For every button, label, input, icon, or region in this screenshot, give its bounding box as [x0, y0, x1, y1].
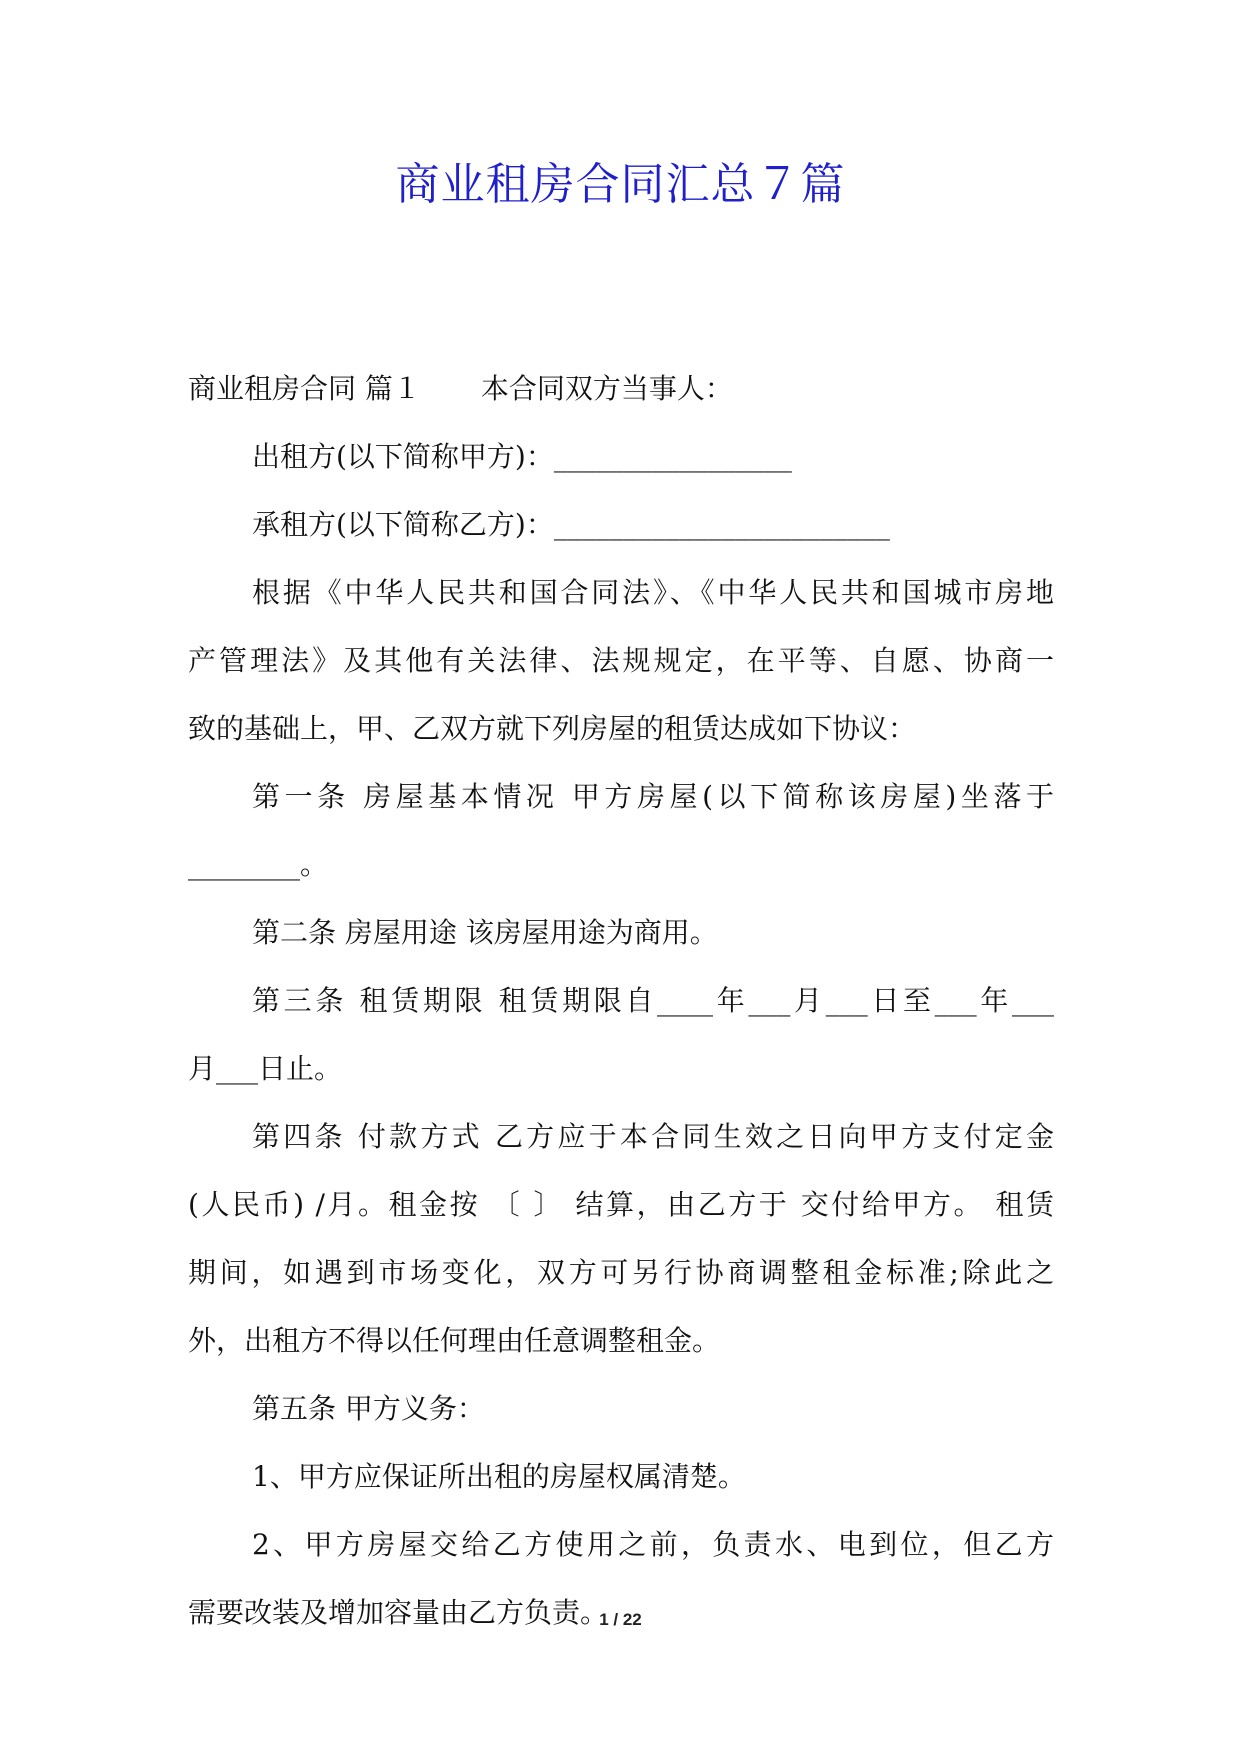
contract-heading-line	[188, 355, 1054, 423]
article-one-continuation: ________。	[188, 848, 329, 881]
article-one-line: 第一条 房屋基本情况 甲方房屋(以下简称该房屋)坐落于	[252, 780, 1054, 813]
article-four-continuation: 期间，如遇到市场变化，双方可另行协商调整租金标准;除此之	[188, 1256, 1054, 1289]
document-title: 商业租房合同汇总７篇	[395, 159, 846, 210]
article-four-continuation: (人民币) /月。租金按 〔 〕 结算，由乙方于 交付给甲方。 租赁	[188, 1188, 1054, 1221]
article-four-line: 第四条 付款方式 乙方应于本合同生效之日向甲方支付定金	[252, 1120, 1054, 1153]
paragraph-line: 致的基础上，甲、乙双方就下列房屋的租赁达成如下协议：	[188, 712, 917, 745]
article-three-continuation: 月___日止。	[188, 1052, 343, 1085]
list-item: 1、甲方应保证所出租的房屋权属清楚。	[252, 1460, 746, 1493]
document-body	[188, 355, 1054, 1647]
lessor-line: 出租方(以下简称甲方)：_________________	[252, 440, 792, 473]
paragraph-line: 根据《中华人民共和国合同法》、《中华人民共和国城市房地	[252, 576, 1054, 609]
contract-section-label: 商业租房合同 篇１	[188, 372, 421, 405]
article-four-continuation: 外，出租方不得以任何理由任意调整租金。	[188, 1324, 721, 1357]
article-three-line: 第三条 租赁期限 租赁期限自____年___月___日至___年___	[252, 984, 1054, 1017]
paragraph-line: 产管理法》及其他有关法律、法规规定，在平等、自愿、协商一	[188, 644, 1054, 677]
list-item: 2、甲方房屋交给乙方使用之前，负责水、电到位，但乙方	[252, 1528, 1054, 1561]
contract-parties-intro: 本合同双方当事人：	[480, 372, 733, 405]
page-number: 1 / 22	[599, 1610, 642, 1629]
list-item-continuation: 需要改装及增加容量由乙方负责。	[188, 1596, 609, 1629]
article-five-line: 第五条 甲方义务：	[252, 1392, 485, 1425]
article-two-line: 第二条 房屋用途 该房屋用途为商用。	[252, 916, 718, 949]
lessee-line: 承租方(以下简称乙方)：________________________	[252, 508, 890, 541]
